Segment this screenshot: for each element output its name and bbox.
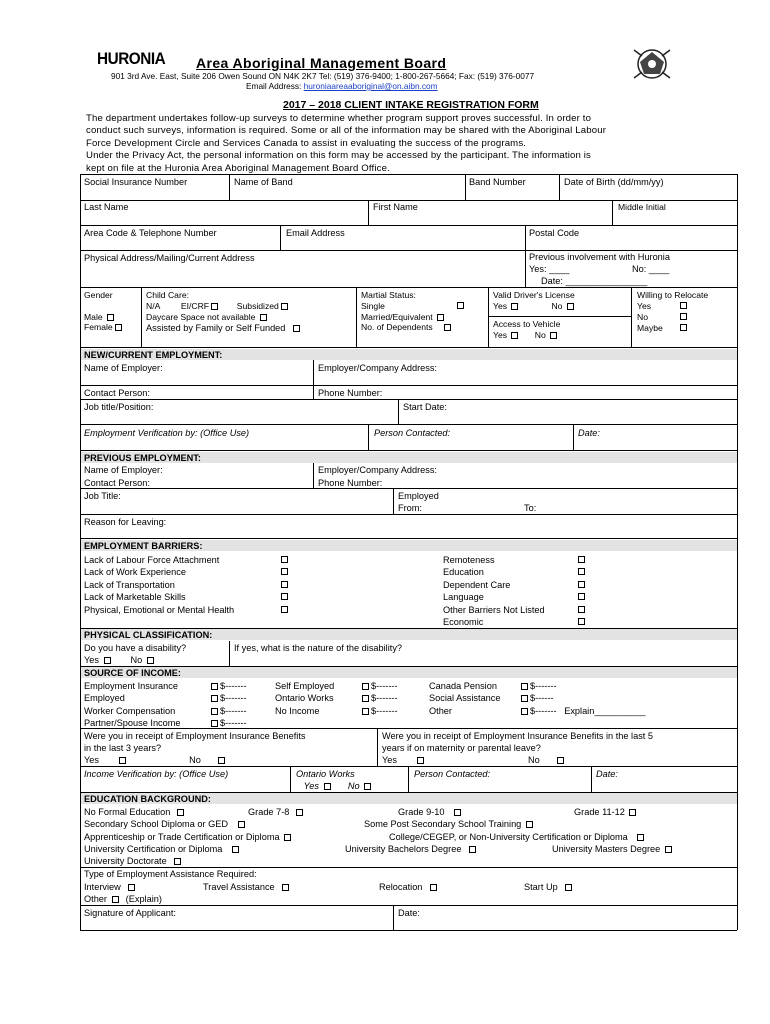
income-amount[interactable]: $-------: [360, 693, 398, 704]
child-care-label: Child Care:: [146, 290, 189, 300]
edu-grade-9-10[interactable]: Grade 9-10: [398, 807, 463, 818]
email-link[interactable]: huroniaareaaboriginal@on.aibn.com: [303, 81, 438, 91]
checkbox[interactable]: [281, 568, 288, 575]
ei-q1-options[interactable]: Yes No: [84, 755, 227, 766]
row-line: [80, 867, 737, 868]
to-label: To:: [524, 503, 537, 513]
income-amount[interactable]: $-------: [360, 681, 398, 692]
current-person-contacted-label: Person Contacted:: [374, 428, 451, 438]
barrier-item: Lack of Labour Force Attachment: [84, 555, 220, 565]
checkbox[interactable]: [119, 757, 126, 764]
license-options[interactable]: Yes No: [493, 301, 576, 312]
row-line: [80, 424, 737, 425]
ei-q2-yes[interactable]: Yes: [382, 755, 426, 766]
band-name-label: Name of Band: [234, 177, 293, 187]
checkbox[interactable]: [177, 809, 184, 816]
band-number-label: Band Number: [469, 177, 526, 187]
checkbox[interactable]: [637, 834, 644, 841]
barrier-item: Dependent Care: [443, 580, 511, 590]
barriers-heading: EMPLOYMENT BARRIERS:: [84, 541, 203, 551]
checkbox[interactable]: [578, 593, 585, 600]
barrier-item: Remoteness: [443, 555, 495, 565]
daycare-option[interactable]: Daycare Space not available: [146, 312, 269, 323]
checkbox[interactable]: [680, 302, 687, 309]
previous-employer-address-label: Employer/Company Address:: [318, 465, 437, 475]
checkbox[interactable]: [284, 834, 291, 841]
checkbox[interactable]: [115, 324, 122, 331]
org-address: 901 3rd Ave. East, Suite 206 Owen Sound ON N4K 2K7 Tel: (519) 376-9400; 1-800-267-5664; Fax: (519) 376-0077: [111, 71, 535, 81]
barrier-item: Language: [443, 592, 484, 602]
checkbox[interactable]: [550, 332, 557, 339]
barrier-item: Physical, Emotional or Mental Health: [84, 605, 235, 615]
income-amount[interactable]: $-------: [519, 681, 557, 692]
gender-male[interactable]: Male: [84, 312, 116, 323]
intro-line: The department undertakes follow-up surveys to determine whether program support proves successful. In order to: [86, 113, 592, 124]
frame-right: [737, 174, 738, 930]
barrier-item: Lack of Transportation: [84, 580, 175, 590]
checkbox[interactable]: [680, 313, 687, 320]
current-employment-heading: NEW/CURRENT EMPLOYMENT:: [84, 350, 223, 360]
from-label: From:: [398, 503, 422, 513]
vehicle-label: Access to Vehicle: [493, 319, 561, 329]
checkbox[interactable]: [238, 821, 245, 828]
vehicle-options[interactable]: Yes No: [493, 330, 559, 341]
employed-label: Employed: [398, 491, 439, 501]
checkbox[interactable]: [437, 314, 444, 321]
ontario-works-options[interactable]: Yes No: [296, 781, 373, 792]
sin-label: Social Insurance Number: [84, 177, 188, 187]
income-amount[interactable]: $------- Explain__________: [519, 706, 645, 717]
checkbox[interactable]: [174, 858, 181, 865]
previous-employment-heading: PREVIOUS EMPLOYMENT:: [84, 453, 201, 463]
checkbox[interactable]: [218, 757, 225, 764]
checkbox[interactable]: [578, 568, 585, 575]
checkbox[interactable]: [293, 325, 300, 332]
row-line: [80, 450, 737, 451]
checkbox[interactable]: [469, 846, 476, 853]
income-item: Ontario Works: [275, 693, 334, 703]
row-line: [80, 399, 737, 400]
org-short-name: HURONIA: [97, 49, 166, 68]
assistance-heading: Type of Employment Assistance Required:: [84, 869, 257, 879]
current-contact-label: Contact Person:: [84, 388, 150, 398]
phone-label: Area Code & Telephone Number: [84, 228, 217, 238]
gender-label: Gender: [84, 290, 113, 300]
disability-question: Do you have a disability?: [84, 643, 187, 653]
checkbox[interactable]: [104, 657, 111, 664]
income-item: Partner/Spouse Income: [84, 718, 181, 728]
intro-line: kept on file at the Huronia Area Aboriginal Management Board Office.: [86, 162, 390, 174]
checkbox[interactable]: [282, 884, 289, 891]
checkbox[interactable]: [211, 303, 218, 310]
marital-single: Single: [361, 301, 385, 311]
gender-female[interactable]: Female: [84, 322, 124, 333]
assist-startup[interactable]: Start Up: [524, 882, 574, 893]
income-item: Other: [429, 706, 452, 716]
previous-job-title-label: Job Title:: [84, 491, 121, 501]
prev-date: Date: ________________: [541, 276, 648, 286]
row-line: [80, 930, 737, 931]
checkbox[interactable]: [281, 606, 288, 613]
edu-uni-cert[interactable]: University Certification or Diploma: [84, 844, 241, 855]
checkbox[interactable]: [260, 314, 267, 321]
prev-yes: Yes: ____: [529, 264, 570, 274]
income-person-contacted-label: Person Contacted:: [414, 769, 491, 779]
assist-interview[interactable]: Interview: [84, 882, 137, 893]
income-amount[interactable]: $-------: [209, 706, 247, 717]
checkbox[interactable]: [430, 884, 437, 891]
email-field-label: Email Address: [286, 228, 345, 238]
relocate-label: Willing to Relocate: [637, 290, 709, 300]
intro-line: conduct such surveys, information is required. Some or all of the information may be shared with the Aboriginal Labour: [86, 125, 607, 137]
current-phone-label: Phone Number:: [318, 388, 383, 398]
edu-bachelors[interactable]: University Bachelors Degree: [345, 844, 478, 855]
postal-code-label: Postal Code: [529, 228, 580, 238]
current-employer-address-label: Employer/Company Address:: [318, 363, 437, 373]
checkbox[interactable]: [557, 757, 564, 764]
income-amount[interactable]: $-------: [209, 681, 247, 692]
income-amount[interactable]: $-------: [360, 706, 398, 717]
assist-other[interactable]: Other (Explain): [84, 894, 162, 904]
row-line: [80, 200, 737, 201]
email-label: Email Address:: [246, 81, 302, 91]
barrier-item: Lack of Work Experience: [84, 567, 186, 577]
assist-travel[interactable]: Travel Assistance: [203, 882, 291, 893]
ei-question-1: Were you in receipt of Employment Insurance Benefits: [84, 731, 306, 741]
checkbox[interactable]: [629, 809, 636, 816]
prev-involvement-label: Previous involvement with Huronia: [529, 252, 670, 262]
row-line: [80, 174, 737, 175]
intro-text: [86, 113, 726, 175]
reason-leaving-label: Reason for Leaving:: [84, 517, 167, 527]
assisted-option[interactable]: Assisted by Family or Self Funded: [146, 323, 302, 334]
income-item: Worker Compensation: [84, 706, 176, 716]
prev-no: No: ____: [632, 264, 670, 274]
org-full-name: Area Aboriginal Management Board: [196, 55, 447, 71]
checkbox[interactable]: [526, 821, 533, 828]
checkbox[interactable]: [578, 606, 585, 613]
row-line: [80, 287, 737, 288]
current-date-label: Date:: [578, 428, 600, 438]
edu-apprentice[interactable]: Apprenticeship or Trade Certification or Diploma: [84, 832, 293, 843]
checkbox[interactable]: [296, 809, 303, 816]
checkbox[interactable]: [565, 884, 572, 891]
org-email-line: [246, 81, 438, 91]
checkbox[interactable]: [444, 324, 451, 331]
income-item: No Income: [275, 706, 320, 716]
row-line: [80, 347, 737, 348]
barrier-item: Other Barriers Not Listed: [443, 605, 545, 615]
row-line: [80, 250, 737, 251]
disability-nature-label: If yes, what is the nature of the disability?: [234, 643, 403, 653]
signature-date-label: Date:: [398, 908, 420, 918]
checkbox[interactable]: [567, 303, 574, 310]
income-heading: SOURCE OF INCOME:: [84, 668, 181, 678]
checkbox[interactable]: [281, 556, 288, 563]
ei-question-1b: in the last 3 years?: [84, 743, 162, 753]
checkbox[interactable]: [112, 896, 119, 903]
edu-masters[interactable]: University Masters Degree: [552, 844, 674, 855]
checkbox[interactable]: [232, 846, 239, 853]
checkbox[interactable]: [147, 657, 154, 664]
checkbox[interactable]: [578, 618, 585, 625]
last-name-label: Last Name: [84, 202, 129, 212]
disability-options[interactable]: Yes No: [84, 655, 156, 666]
checkbox[interactable]: [128, 884, 135, 891]
income-item: Canada Pension: [429, 681, 497, 691]
income-item: Employment Insurance: [84, 681, 178, 691]
education-heading: EDUCATION BACKGROUND:: [84, 794, 211, 804]
current-employer-label: Name of Employer:: [84, 363, 163, 373]
checkbox[interactable]: [417, 757, 424, 764]
checkbox[interactable]: [281, 581, 288, 588]
row-line: [80, 385, 737, 386]
middle-initial-label: Middle Initial: [618, 202, 666, 212]
income-date-label: Date:: [596, 769, 618, 779]
row-line: [80, 225, 737, 226]
income-amount[interactable]: $------: [519, 693, 553, 704]
edu-grade-11-12[interactable]: Grade 11-12: [574, 807, 638, 818]
row-line: [80, 905, 737, 906]
ei-q2-no[interactable]: No: [528, 755, 566, 766]
checkbox-single[interactable]: [457, 302, 464, 309]
current-job-title-label: Job title/Position:: [84, 402, 154, 412]
income-item: Self Employed: [275, 681, 335, 691]
ei-question-2: Were you in receipt of Employment Insurance Benefits in the last 5: [382, 731, 653, 741]
checkbox[interactable]: [364, 783, 371, 790]
checkbox[interactable]: [578, 581, 585, 588]
checkbox[interactable]: [578, 556, 585, 563]
address-label: Physical Address/Mailing/Current Address: [84, 253, 255, 263]
employment-verification-label: Employment Verification by: (Office Use): [84, 428, 250, 438]
ontario-works-label: Ontario Works: [296, 769, 355, 779]
first-name-label: First Name: [373, 202, 418, 212]
checkbox[interactable]: [324, 783, 331, 790]
edu-college[interactable]: College/CEGEP, or Non-University Certification or Diploma: [389, 832, 646, 843]
checkbox[interactable]: [281, 593, 288, 600]
checkbox[interactable]: [107, 314, 114, 321]
checkbox[interactable]: [665, 846, 672, 853]
relocate-yes: Yes: [637, 301, 652, 311]
income-item: Social Assistance: [429, 693, 501, 703]
edu-doctorate[interactable]: University Doctorate: [84, 856, 183, 867]
edu-no-formal[interactable]: No Formal Education: [84, 807, 186, 818]
physical-heading: PHYSICAL CLASSIFICATION:: [84, 630, 213, 640]
marital-married[interactable]: Married/Equivalent: [361, 312, 446, 323]
edu-some-post[interactable]: Some Post Secondary School Training: [364, 819, 535, 830]
marital-dependents[interactable]: No. of Dependents: [361, 322, 453, 333]
previous-contact-label: Contact Person:: [84, 478, 150, 488]
checkbox[interactable]: [511, 332, 518, 339]
intro-line: Under the Privacy Act, the personal information on this form may be accessed by the participant. The information is: [86, 150, 591, 162]
checkbox[interactable]: [511, 303, 518, 310]
dob-label: Date of Birth (dd/mm/yy): [564, 177, 664, 187]
income-item: Employed: [84, 693, 125, 703]
barrier-item: Economic: [443, 617, 484, 627]
marital-label: Martial Status:: [361, 290, 416, 300]
org-logo: [630, 44, 674, 84]
row-line: [80, 514, 737, 515]
barrier-item: Lack of Marketable Skills: [84, 592, 186, 602]
row-line: [80, 488, 737, 489]
intro-line: Force Development Circle and Services Canada to assist in evaluating the success of the programs.: [86, 137, 527, 149]
license-label: Valid Driver's License: [493, 290, 575, 300]
edu-grade-7-8[interactable]: Grade 7-8: [248, 807, 305, 818]
current-start-date-label: Start Date:: [403, 402, 447, 412]
edu-secondary[interactable]: Secondary School Diploma or GED: [84, 819, 247, 830]
child-care-options[interactable]: N/A EI/CRF Subsidized: [146, 301, 290, 312]
row-line: [80, 538, 737, 539]
relocate-no: No: [637, 312, 648, 322]
income-amount[interactable]: $-------: [209, 693, 247, 704]
income-amount[interactable]: $-------: [209, 718, 247, 729]
signature-label: Signature of Applicant:: [84, 908, 176, 918]
income-verification-label: Income Verification by: (Office Use): [84, 769, 229, 779]
previous-employer-label: Name of Employer:: [84, 465, 163, 475]
relocate-maybe: Maybe: [637, 323, 663, 333]
barrier-item: Education: [443, 567, 484, 577]
checkbox[interactable]: [680, 324, 687, 331]
ei-question-2b: years if on maternity or parental leave?: [382, 743, 541, 753]
previous-phone-label: Phone Number:: [318, 478, 383, 488]
assist-relocation[interactable]: Relocation: [379, 882, 439, 893]
checkbox[interactable]: [454, 809, 461, 816]
form-title: 2017 – 2018 CLIENT INTAKE REGISTRATION FORM: [283, 99, 539, 111]
checkbox[interactable]: [281, 303, 288, 310]
